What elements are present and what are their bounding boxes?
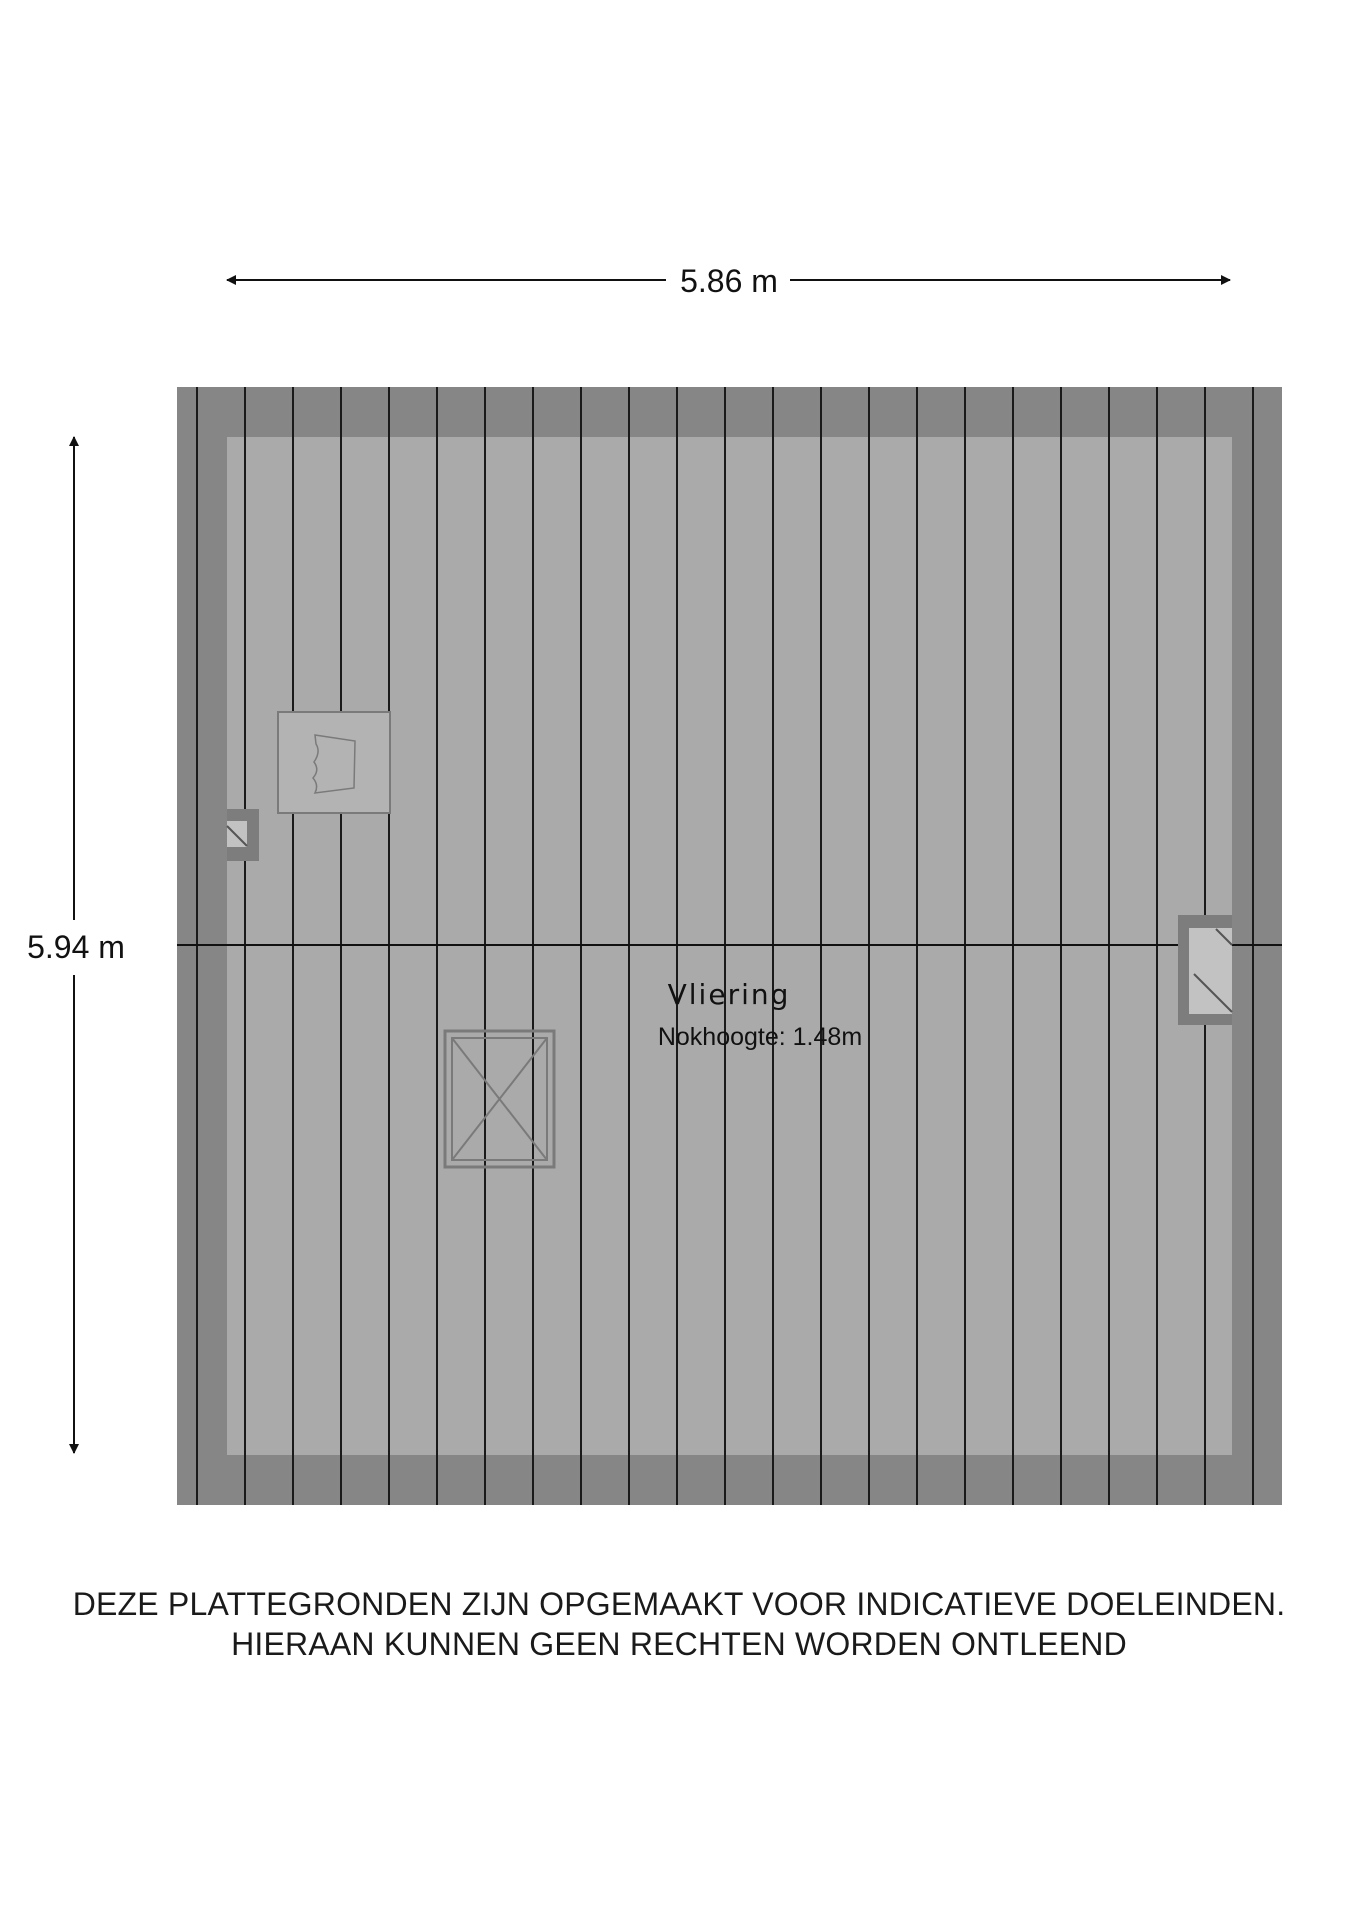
attic-room	[177, 387, 1282, 1505]
right-wall-window	[1178, 915, 1232, 1025]
width-label: 5.86 m	[680, 263, 778, 299]
skylight	[278, 712, 390, 813]
ridge-height: Nokhoogte: 1.48m	[657, 1023, 863, 1051]
disclaimer-line-1: DEZE PLATTEGRONDEN ZIJN OPGEMAAKT VOOR INDICATIEVE DOELEINDEN.	[72, 1586, 1286, 1622]
left-wall-opening	[227, 809, 259, 861]
width-dimension	[227, 263, 1230, 299]
height-dimension	[27, 437, 125, 1453]
height-label: 5.94 m	[27, 929, 125, 965]
disclaimer-line-2: HIERAAN KUNNEN GEEN RECHTEN WORDEN ONTLEEND	[231, 1626, 1127, 1662]
room-name: Vliering	[667, 978, 791, 1011]
